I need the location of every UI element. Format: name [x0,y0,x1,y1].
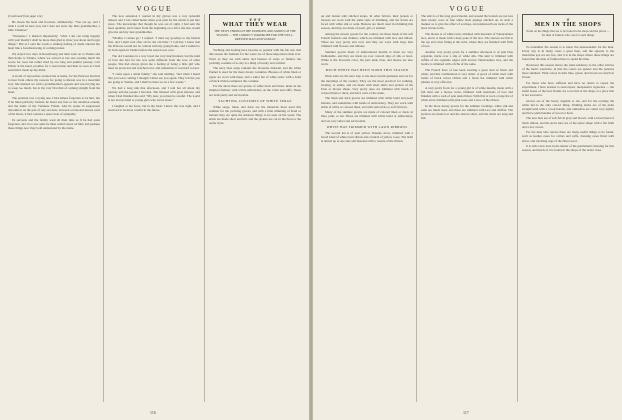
left-column-3 [209,14,301,402]
paragraph: For the man who travels there are many useful things to be found, such as leather cases for collars and cuffs, dressing cases fitted with silver, and traveling rugs of the finest wool. [522,130,614,143]
paragraph: "I came upon a small family," she said smiling, "and when I heard that you were coming I thought I must see you again. They tell me you are going to Vienna, and I shall be there too in a few weeks." [108,72,200,85]
paragraph: "Nonsense," I insisted impatiently; "what I am can bring happily with you! Really I shall be more than glad to show you about and forget things." But as I said the words a sinking feeling of doubt entered my heart like a foreshadowing of coming unrest. [8,33,100,50]
paragraph: The second hat is of pale yellow Panama straw, trimmed with a broad band of white lawn ribbon and a bunch of yellow roses. The brim is turned up at one side and fastened with a rosette of the ribbon. [321,130,413,143]
paragraph: We had a long talk that afternoon, and I told her all about my journey and the people I had met. She listened with great interest, and when I had finished she said: "My dear, you must be careful. The world is not always kind to young girls who travel alone." [108,85,200,103]
paragraph: In the more dressy gowns for the summer evenings, white silk and satin are much used, and these are trimmed with lace and chiffon. The bodices are made low and the sleeves short, and the skirts are long and full. [421,103,513,121]
ornament: ❦ ❦ ❦ [248,17,262,22]
paragraph: Neckwear this season shows the same tendency as the other articles of the man's wardrobe, in that the colors are quieter and the patterns more subdued. Plain colors in dark blue, green, and brown are much in favour. [522,62,614,79]
paragraph: Many of the summer gowns are made of colored linen or duck, in blue, pink, or tan. These are trimmed with white braid or embroidery, and are very smart and serviceable. [321,110,413,123]
page-number-left: 116 [150,410,156,415]
paragraph: He shook his head and frowned, whimsically. "You are up, and I wish I could be here you, but I dare not leave my little grandmother, a little Viennese." [8,19,100,32]
paragraph: "Mother, I cannot go," I replied. "I must say goodbye to my friends first, and I shall wait after all for the old time." I told her. I knew that the Princess would not be content with my going home, and I wished to be back again in Vienna before the season was over. [108,36,200,53]
paragraph: The navy blue serge remains the favourite material, and the white flannel is used for the more dressy costumes. Blouses of white linen or pique are worn with these, and a sailor hat of white straw with a band of black ribbon completes the costume. [209,66,301,83]
paragraph: White serge, linen, and duck are the materials most used this summer for the yachting gowns, and with a little trimming of braid or buttons they are quite the smartest things to be seen on the water. The skirts are made short and full, and the jackets are cut in the Eton or the reefer style. [209,104,301,126]
running-head-right: VOGUE [449,4,486,13]
paragraph: The new hats are of soft felt in gray and brown, with a broad band of black ribbon, and the straw hats are of the sailor shape with a flat brim and a low crown. [522,116,614,129]
column-rule [416,14,417,402]
paragraph: We stayed two days in Rosenbourg and then went on to Vienna and then home to Vienna, where we arrived at last one evening much the worse for wear but rather tired by our long and painful journey. Carl Pilstar at the hotel, promise for a reservation and then as soon as I had seen him I made up my mind. [8,51,100,72]
column-rule [204,14,205,402]
right-column-3 [522,14,614,402]
right-column-2 [421,14,513,402]
paragraph: Duck suits are the next step to the more useful garments and are for the mornings of the country. They are the most practical for walking, boating, or tennis, and are made with short skirts and jackets of the Eton or blouse shape. Very pretty ones are trimmed with bands of colored linen or duck, and have vests of the same. [321,74,413,95]
section-subtitle: THE NEWS THROUGH THE FASHIONS AND MODES OF THE SEASON — THE CORRECT WARDROBE FOR THE WELL-DRESSED MAN AND WOMAN [214,29,296,41]
left-column-2 [108,14,200,402]
section-header-box [209,14,301,45]
paragraph: The linen and duck gowns are trimmed with white braid and pearl buttons, and sometimes with bands of embroidery. They are worn with shirts of white or colored linen, and with sailor hats or soft felt hats. [321,96,413,109]
continued-note: (Continued from page 114) [8,14,43,18]
section-title: WHAT THEY WEAR [222,22,288,28]
paragraph: The blouse is of white lawn, trimmed with insertion of Valenciennes lace, and it is made with a deep yoke of the lace. The sleeves are full at the top and close fitting at the wrist, where they are finished with frills of lace. [421,31,513,49]
left-page [0,0,309,420]
section-subtitle: Notes on the things that are to be found in the shops and the prices — for men of fashion who care for such things [526,29,610,37]
paragraph: For the shore there are gowns of white duck and linen, made in the simplest fashion, with a little embroidery on the collar and cuffs. These are both pretty and serviceable. [209,84,301,97]
paragraph: The new sensation I wanted in my gloves was a very splendid indeed, and I was called home when your plan for the winter is put into place. The knowledge that though he was out of sight, I had sent the most quaintly, and I knew from the beginning on a drive she also would give me and my dear grandmother. [108,14,200,35]
paragraph: A very pretty frock for a young girl is of white muslin, made with a full skirt and a blouse waist, trimmed with insertions of lace and finished with a sash of pale pink ribbon. With this is worn a large hat of white straw trimmed with pink roses and a bow of the ribbon. [421,85,513,103]
section-title: MEN IN THE SHOPS [534,22,602,28]
subsection-heading: YACHTING COSTUMES OF WHITE SERGE [218,98,292,103]
right-page [313,0,622,420]
column-rule [103,14,104,402]
paragraph: I laughed at her fears, but in my heart I knew she was right, and I resolved to be more careful in the future. [108,103,200,112]
subsection-heading: WHITE HAT TRIMMED WITH LAWN RIBBONS [326,124,408,129]
right-column-1 [321,14,413,402]
subsection-heading: MUCH WHITE HAS BEEN WORN THIS SEASON [325,68,409,73]
ornament: ❦ [566,17,570,22]
paragraph: The old Countess in a way loved me very much indeed, but the kind of love she had for me was quite different from the love of other people. She had always given me a feeling of being a little girl who must be protected and watched over, and sometimes it was hard to bear. [108,54,200,71]
paragraph: Summer gowns made of embroidered muslin or linen are very fashionable, and they are made up over colored slips of silk or lawn. White is the favourite color, but pale pink, blue, and mauve are also worn. [321,49,413,67]
running-head-left: VOGUE [136,4,173,13]
paragraph: A storm of reproaches awaited me at home, for the Princess had had to hear from others my reasons for going to Russia was in a mournful way. She insisted we with a grandmother's appeals and stood trying not to weep too much, but at my very first hint of coming straight from the heart. [8,73,100,94]
paragraph: For those who have suffered and have no desire to repeat the experiment, I have learned to send expert, inexpensive cigarettes — the small boxes of the best brands are to be had at the shops at a price that is not excessive. [522,80,614,97]
paragraph: Yachting and boating have become so popular with the fair sex, that this season the fashions for the water are of more importance than ever. Worn as they are with skirts and blouses of serge or flannel, the yachting costume of to-day is a thing of beauty and comfort. [209,48,301,65]
paragraph: Among the newest gowns for the country are those made of the soft French foulards and challies, which are trimmed with lace and ribbon. These are very pretty and cool, and they are worn with large hats trimmed with flowers and ribbons. [321,31,413,49]
paragraph: The skirt is of the long gored model, and around the bottom are not less than twenty rows of fine white lawn pipings stitched on, in such a manner as to give the effect of scallops, and underneath are tucks of the lawn in bias folds. [421,14,513,31]
column-rule [517,14,518,402]
paragraph: To remember the season is to know the unseasonable for the man. Every day is in many cases a great help, and the appeals to the masculine eye are not few, and it is in the shops where these things are found that the man of fashion likes to spend his time. [522,44,614,61]
page-number-right: 117 [463,410,469,415]
paragraph: The position was a trying one, I had almost forgotten to be hurt, but if he liked perfectly formed, he hated any fuss or the attention around, and the name of my Viennese Friend. And he spoke in suppressed discomfort on the part of any servants, between occasional known each of his hours, it had counted a queer note of sympathy. [8,95,100,117]
paragraph: Gloves are of the heavy dogskin or tan, and for the evening the white kid is the only correct thing. Walking sticks are of the plain straight kind with a crook handle, and umbrellas are rolled very tightly and have plain handles of wood or horn. [522,98,614,115]
paragraph: It is still a new note in the matter of the gentleman's dressing for this season, and much of it is found in the shops of the better class. [522,144,614,153]
paragraph: Its servants and the family went all their time as if he had quite forgotten, and I too was quite he must settled down on him; and perhaps these things now they both understand by the name. [8,117,100,130]
paragraph: Another very pretty gown for a summer afternoon is of pale blue organdie, made over a slip of white silk. The skirt is trimmed with ruffles of the organdie edged with narrow Valenciennes lace, and the bodice is trimmed with a fichu of the same. [421,49,513,67]
section-header-box [522,14,614,42]
paragraph: up and button with stitched straps. In other fabrics, their jackets or blouses are worn with the same style of trimming, and the fronts are faced with white silk or satin. Buttons are much used in trimming this season, and they are made of pearl, gilt, or enamel. [321,14,413,31]
paragraph: The French have of late been wearing a great deal of black and white, and this combination is very smart. A gown of white lawn with bands of black velvet ribbon and a black hat trimmed with white plumes is very effective. [421,67,513,85]
left-column-1 [8,14,100,402]
